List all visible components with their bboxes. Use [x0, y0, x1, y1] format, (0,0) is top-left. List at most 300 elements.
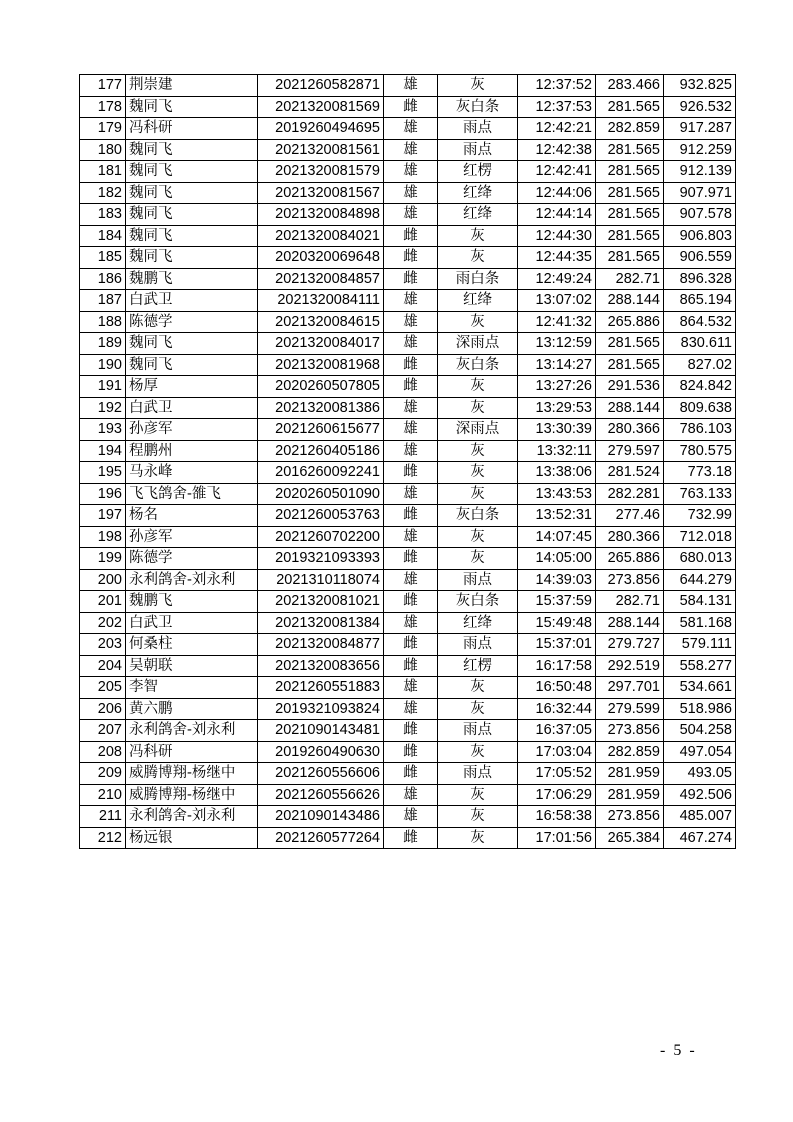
arrival-time-cell: 16:32:44	[518, 698, 596, 720]
sex-cell: 雌	[384, 548, 438, 570]
arrival-time-cell: 12:42:41	[518, 161, 596, 183]
feather-color-cell: 灰白条	[438, 591, 518, 613]
table-row	[80, 655, 736, 677]
ring-number-cell: 2021320084111	[258, 290, 384, 312]
owner-name-cell: 李智	[126, 677, 258, 699]
rank-cell: 209	[80, 763, 126, 785]
owner-name-cell: 魏鹏飞	[126, 268, 258, 290]
speed-cell: 932.825	[664, 75, 736, 97]
table-row	[80, 204, 736, 226]
ring-number-cell: 2021260582871	[258, 75, 384, 97]
ring-number-cell: 2021320083656	[258, 655, 384, 677]
distance-cell: 265.384	[596, 827, 664, 849]
feather-color-cell: 红楞	[438, 161, 518, 183]
owner-name-cell: 程鹏州	[126, 440, 258, 462]
speed-cell: 497.054	[664, 741, 736, 763]
arrival-time-cell: 12:37:52	[518, 75, 596, 97]
owner-name-cell: 魏同飞	[126, 247, 258, 269]
ring-number-cell: 2021260556626	[258, 784, 384, 806]
ring-number-cell: 2019321093393	[258, 548, 384, 570]
owner-name-cell: 黄六鹏	[126, 698, 258, 720]
arrival-time-cell: 12:42:38	[518, 139, 596, 161]
ring-number-cell: 2021320084898	[258, 204, 384, 226]
ring-number-cell: 2019260494695	[258, 118, 384, 140]
distance-cell: 291.536	[596, 376, 664, 398]
sex-cell: 雄	[384, 118, 438, 140]
arrival-time-cell: 14:07:45	[518, 526, 596, 548]
feather-color-cell: 灰	[438, 677, 518, 699]
distance-cell: 277.46	[596, 505, 664, 527]
feather-color-cell: 红绛	[438, 204, 518, 226]
feather-color-cell: 灰白条	[438, 96, 518, 118]
speed-cell: 906.559	[664, 247, 736, 269]
speed-cell: 732.99	[664, 505, 736, 527]
arrival-time-cell: 12:44:35	[518, 247, 596, 269]
speed-cell: 830.611	[664, 333, 736, 355]
arrival-time-cell: 12:42:21	[518, 118, 596, 140]
owner-name-cell: 白武卫	[126, 290, 258, 312]
arrival-time-cell: 13:14:27	[518, 354, 596, 376]
owner-name-cell: 魏同飞	[126, 96, 258, 118]
feather-color-cell: 雨点	[438, 763, 518, 785]
rank-cell: 197	[80, 505, 126, 527]
owner-name-cell: 杨厚	[126, 376, 258, 398]
ring-number-cell: 2021320081386	[258, 397, 384, 419]
arrival-time-cell: 17:06:29	[518, 784, 596, 806]
ring-number-cell: 2021320081968	[258, 354, 384, 376]
owner-name-cell: 孙彦军	[126, 526, 258, 548]
distance-cell: 265.886	[596, 311, 664, 333]
owner-name-cell: 永利鸽舍-刘永利	[126, 569, 258, 591]
speed-cell: 584.131	[664, 591, 736, 613]
arrival-time-cell: 15:37:01	[518, 634, 596, 656]
rank-cell: 194	[80, 440, 126, 462]
ring-number-cell: 2021320081567	[258, 182, 384, 204]
sex-cell: 雌	[384, 354, 438, 376]
sex-cell: 雄	[384, 784, 438, 806]
table-row	[80, 720, 736, 742]
rank-cell: 187	[80, 290, 126, 312]
speed-cell: 912.259	[664, 139, 736, 161]
feather-color-cell: 雨点	[438, 720, 518, 742]
sex-cell: 雌	[384, 763, 438, 785]
sex-cell: 雌	[384, 96, 438, 118]
owner-name-cell: 魏同飞	[126, 161, 258, 183]
sex-cell: 雌	[384, 634, 438, 656]
rank-cell: 184	[80, 225, 126, 247]
feather-color-cell: 灰白条	[438, 505, 518, 527]
speed-cell: 780.575	[664, 440, 736, 462]
owner-name-cell: 孙彦军	[126, 419, 258, 441]
feather-color-cell: 灰	[438, 225, 518, 247]
table-row	[80, 612, 736, 634]
sex-cell: 雄	[384, 333, 438, 355]
distance-cell: 279.599	[596, 698, 664, 720]
ring-number-cell: 2021320081384	[258, 612, 384, 634]
rank-cell: 201	[80, 591, 126, 613]
speed-cell: 485.007	[664, 806, 736, 828]
distance-cell: 282.281	[596, 483, 664, 505]
speed-cell: 926.532	[664, 96, 736, 118]
ring-number-cell: 2020260501090	[258, 483, 384, 505]
rank-cell: 211	[80, 806, 126, 828]
sex-cell: 雌	[384, 376, 438, 398]
sex-cell: 雄	[384, 139, 438, 161]
table-row	[80, 784, 736, 806]
feather-color-cell: 灰	[438, 247, 518, 269]
table-row	[80, 354, 736, 376]
rank-cell: 183	[80, 204, 126, 226]
speed-cell: 809.638	[664, 397, 736, 419]
distance-cell: 281.565	[596, 225, 664, 247]
sex-cell: 雌	[384, 827, 438, 849]
distance-cell: 281.565	[596, 182, 664, 204]
owner-name-cell: 魏鹏飞	[126, 591, 258, 613]
distance-cell: 297.701	[596, 677, 664, 699]
arrival-time-cell: 13:27:26	[518, 376, 596, 398]
sex-cell: 雌	[384, 462, 438, 484]
distance-cell: 283.466	[596, 75, 664, 97]
arrival-time-cell: 12:49:24	[518, 268, 596, 290]
ring-number-cell: 2021320081579	[258, 161, 384, 183]
rank-cell: 188	[80, 311, 126, 333]
owner-name-cell: 魏同飞	[126, 354, 258, 376]
speed-cell: 912.139	[664, 161, 736, 183]
distance-cell: 281.565	[596, 247, 664, 269]
table-row	[80, 376, 736, 398]
owner-name-cell: 魏同飞	[126, 182, 258, 204]
distance-cell: 282.71	[596, 591, 664, 613]
speed-cell: 680.013	[664, 548, 736, 570]
arrival-time-cell: 14:39:03	[518, 569, 596, 591]
table-row	[80, 75, 736, 97]
sex-cell: 雌	[384, 741, 438, 763]
arrival-time-cell: 14:05:00	[518, 548, 596, 570]
rank-cell: 200	[80, 569, 126, 591]
arrival-time-cell: 17:05:52	[518, 763, 596, 785]
sex-cell: 雌	[384, 225, 438, 247]
distance-cell: 279.727	[596, 634, 664, 656]
rank-cell: 179	[80, 118, 126, 140]
table-row	[80, 526, 736, 548]
arrival-time-cell: 17:03:04	[518, 741, 596, 763]
arrival-time-cell: 17:01:56	[518, 827, 596, 849]
owner-name-cell: 杨远银	[126, 827, 258, 849]
table-row	[80, 161, 736, 183]
table-row	[80, 290, 736, 312]
feather-color-cell: 灰	[438, 698, 518, 720]
owner-name-cell: 马永峰	[126, 462, 258, 484]
sex-cell: 雄	[384, 483, 438, 505]
sex-cell: 雄	[384, 612, 438, 634]
feather-color-cell: 红绛	[438, 182, 518, 204]
sex-cell: 雌	[384, 720, 438, 742]
arrival-time-cell: 15:37:59	[518, 591, 596, 613]
owner-name-cell: 白武卫	[126, 612, 258, 634]
rank-cell: 193	[80, 419, 126, 441]
rank-cell: 195	[80, 462, 126, 484]
sex-cell: 雄	[384, 75, 438, 97]
speed-cell: 763.133	[664, 483, 736, 505]
table-row	[80, 505, 736, 527]
table-row	[80, 225, 736, 247]
table-row	[80, 440, 736, 462]
sex-cell: 雄	[384, 440, 438, 462]
table-row	[80, 333, 736, 355]
speed-cell: 467.274	[664, 827, 736, 849]
feather-color-cell: 雨点	[438, 139, 518, 161]
feather-color-cell: 红楞	[438, 655, 518, 677]
ring-number-cell: 2021090143481	[258, 720, 384, 742]
ring-number-cell: 2021320084021	[258, 225, 384, 247]
speed-cell: 518.986	[664, 698, 736, 720]
arrival-time-cell: 16:50:48	[518, 677, 596, 699]
sex-cell: 雄	[384, 698, 438, 720]
arrival-time-cell: 16:17:58	[518, 655, 596, 677]
speed-cell: 581.168	[664, 612, 736, 634]
ring-number-cell: 2019260490630	[258, 741, 384, 763]
sex-cell: 雌	[384, 247, 438, 269]
table-row	[80, 763, 736, 785]
speed-cell: 917.287	[664, 118, 736, 140]
ring-number-cell: 2021320084857	[258, 268, 384, 290]
sex-cell: 雄	[384, 397, 438, 419]
ring-number-cell: 2021320081569	[258, 96, 384, 118]
sex-cell: 雄	[384, 526, 438, 548]
feather-color-cell: 灰	[438, 827, 518, 849]
sex-cell: 雄	[384, 290, 438, 312]
ring-number-cell: 2021260556606	[258, 763, 384, 785]
rank-cell: 185	[80, 247, 126, 269]
feather-color-cell: 灰	[438, 483, 518, 505]
sex-cell: 雌	[384, 268, 438, 290]
arrival-time-cell: 12:44:14	[518, 204, 596, 226]
owner-name-cell: 威腾博翔-杨继中	[126, 763, 258, 785]
feather-color-cell: 灰	[438, 440, 518, 462]
owner-name-cell: 白武卫	[126, 397, 258, 419]
rank-cell: 182	[80, 182, 126, 204]
distance-cell: 281.565	[596, 139, 664, 161]
sex-cell: 雄	[384, 569, 438, 591]
rank-cell: 207	[80, 720, 126, 742]
feather-color-cell: 雨点	[438, 118, 518, 140]
feather-color-cell: 灰	[438, 397, 518, 419]
speed-cell: 534.661	[664, 677, 736, 699]
table-row	[80, 182, 736, 204]
rank-cell: 186	[80, 268, 126, 290]
feather-color-cell: 灰白条	[438, 354, 518, 376]
arrival-time-cell: 16:37:05	[518, 720, 596, 742]
speed-cell: 824.842	[664, 376, 736, 398]
distance-cell: 288.144	[596, 290, 664, 312]
speed-cell: 827.02	[664, 354, 736, 376]
arrival-time-cell: 13:38:06	[518, 462, 596, 484]
speed-cell: 907.578	[664, 204, 736, 226]
feather-color-cell: 灰	[438, 311, 518, 333]
feather-color-cell: 深雨点	[438, 419, 518, 441]
owner-name-cell: 威腾博翔-杨继中	[126, 784, 258, 806]
distance-cell: 281.565	[596, 96, 664, 118]
speed-cell: 773.18	[664, 462, 736, 484]
table-row	[80, 268, 736, 290]
speed-cell: 865.194	[664, 290, 736, 312]
owner-name-cell: 冯科研	[126, 118, 258, 140]
ring-number-cell: 2021320084877	[258, 634, 384, 656]
owner-name-cell: 永利鸽舍-刘永利	[126, 806, 258, 828]
arrival-time-cell: 13:32:11	[518, 440, 596, 462]
feather-color-cell: 灰	[438, 548, 518, 570]
rank-cell: 178	[80, 96, 126, 118]
distance-cell: 280.366	[596, 419, 664, 441]
owner-name-cell: 冯科研	[126, 741, 258, 763]
rank-cell: 208	[80, 741, 126, 763]
rank-cell: 189	[80, 333, 126, 355]
distance-cell: 279.597	[596, 440, 664, 462]
arrival-time-cell: 13:30:39	[518, 419, 596, 441]
rank-cell: 191	[80, 376, 126, 398]
table-row	[80, 741, 736, 763]
feather-color-cell: 雨点	[438, 569, 518, 591]
sex-cell: 雄	[384, 182, 438, 204]
arrival-time-cell: 13:29:53	[518, 397, 596, 419]
rank-cell: 202	[80, 612, 126, 634]
speed-cell: 712.018	[664, 526, 736, 548]
rank-cell: 206	[80, 698, 126, 720]
sex-cell: 雌	[384, 505, 438, 527]
distance-cell: 281.565	[596, 204, 664, 226]
owner-name-cell: 陈德学	[126, 311, 258, 333]
owner-name-cell: 魏同飞	[126, 204, 258, 226]
owner-name-cell: 何桑柱	[126, 634, 258, 656]
ring-number-cell: 2021260615677	[258, 419, 384, 441]
rank-cell: 180	[80, 139, 126, 161]
ring-number-cell: 2021320084017	[258, 333, 384, 355]
distance-cell: 265.886	[596, 548, 664, 570]
distance-cell: 292.519	[596, 655, 664, 677]
distance-cell: 282.71	[596, 268, 664, 290]
table-row	[80, 634, 736, 656]
rank-cell: 190	[80, 354, 126, 376]
owner-name-cell: 飞飞鸽舍-雒飞	[126, 483, 258, 505]
arrival-time-cell: 13:43:53	[518, 483, 596, 505]
rank-cell: 196	[80, 483, 126, 505]
ring-number-cell: 2019321093824	[258, 698, 384, 720]
table-row	[80, 247, 736, 269]
ring-number-cell: 2021310118074	[258, 569, 384, 591]
rank-cell: 203	[80, 634, 126, 656]
rank-cell: 192	[80, 397, 126, 419]
feather-color-cell: 灰	[438, 462, 518, 484]
ring-number-cell: 2021260551883	[258, 677, 384, 699]
sex-cell: 雄	[384, 677, 438, 699]
ring-number-cell: 2021320081021	[258, 591, 384, 613]
ring-number-cell: 2020260507805	[258, 376, 384, 398]
results-table-body	[80, 75, 736, 849]
ring-number-cell: 2016260092241	[258, 462, 384, 484]
table-row	[80, 677, 736, 699]
rank-cell: 204	[80, 655, 126, 677]
arrival-time-cell: 13:12:59	[518, 333, 596, 355]
distance-cell: 281.959	[596, 784, 664, 806]
feather-color-cell: 灰	[438, 75, 518, 97]
speed-cell: 493.05	[664, 763, 736, 785]
speed-cell: 906.803	[664, 225, 736, 247]
speed-cell: 492.506	[664, 784, 736, 806]
speed-cell: 558.277	[664, 655, 736, 677]
table-row	[80, 569, 736, 591]
distance-cell: 273.856	[596, 806, 664, 828]
page-number: - 5 -	[660, 1042, 697, 1059]
owner-name-cell: 魏同飞	[126, 225, 258, 247]
distance-cell: 273.856	[596, 569, 664, 591]
table-row	[80, 483, 736, 505]
distance-cell: 281.959	[596, 763, 664, 785]
ring-number-cell: 2021260405186	[258, 440, 384, 462]
ring-number-cell: 2021320084615	[258, 311, 384, 333]
feather-color-cell: 灰	[438, 741, 518, 763]
sex-cell: 雄	[384, 204, 438, 226]
distance-cell: 281.565	[596, 161, 664, 183]
table-row	[80, 827, 736, 849]
sex-cell: 雌	[384, 655, 438, 677]
owner-name-cell: 荆崇建	[126, 75, 258, 97]
distance-cell: 288.144	[596, 397, 664, 419]
table-row	[80, 96, 736, 118]
arrival-time-cell: 12:44:30	[518, 225, 596, 247]
arrival-time-cell: 16:58:38	[518, 806, 596, 828]
distance-cell: 281.565	[596, 333, 664, 355]
distance-cell: 281.565	[596, 354, 664, 376]
rank-cell: 181	[80, 161, 126, 183]
sex-cell: 雄	[384, 161, 438, 183]
ring-number-cell: 2020320069648	[258, 247, 384, 269]
speed-cell: 864.532	[664, 311, 736, 333]
table-row	[80, 462, 736, 484]
feather-color-cell: 红绛	[438, 290, 518, 312]
sex-cell: 雄	[384, 806, 438, 828]
distance-cell: 282.859	[596, 741, 664, 763]
speed-cell: 896.328	[664, 268, 736, 290]
speed-cell: 579.111	[664, 634, 736, 656]
table-row	[80, 419, 736, 441]
table-row	[80, 698, 736, 720]
feather-color-cell: 雨白条	[438, 268, 518, 290]
feather-color-cell: 红绛	[438, 612, 518, 634]
distance-cell: 281.524	[596, 462, 664, 484]
ring-number-cell: 2021260053763	[258, 505, 384, 527]
feather-color-cell: 灰	[438, 784, 518, 806]
table-row	[80, 311, 736, 333]
feather-color-cell: 雨点	[438, 634, 518, 656]
distance-cell: 282.859	[596, 118, 664, 140]
table-row	[80, 548, 736, 570]
table-row	[80, 139, 736, 161]
speed-cell: 644.279	[664, 569, 736, 591]
ring-number-cell: 2021090143486	[258, 806, 384, 828]
owner-name-cell: 吴朝联	[126, 655, 258, 677]
rank-cell: 198	[80, 526, 126, 548]
ring-number-cell: 2021260577264	[258, 827, 384, 849]
distance-cell: 280.366	[596, 526, 664, 548]
feather-color-cell: 灰	[438, 376, 518, 398]
table-row	[80, 118, 736, 140]
arrival-time-cell: 12:37:53	[518, 96, 596, 118]
distance-cell: 288.144	[596, 612, 664, 634]
rank-cell: 210	[80, 784, 126, 806]
feather-color-cell: 灰	[438, 526, 518, 548]
arrival-time-cell: 12:44:06	[518, 182, 596, 204]
sex-cell: 雌	[384, 591, 438, 613]
